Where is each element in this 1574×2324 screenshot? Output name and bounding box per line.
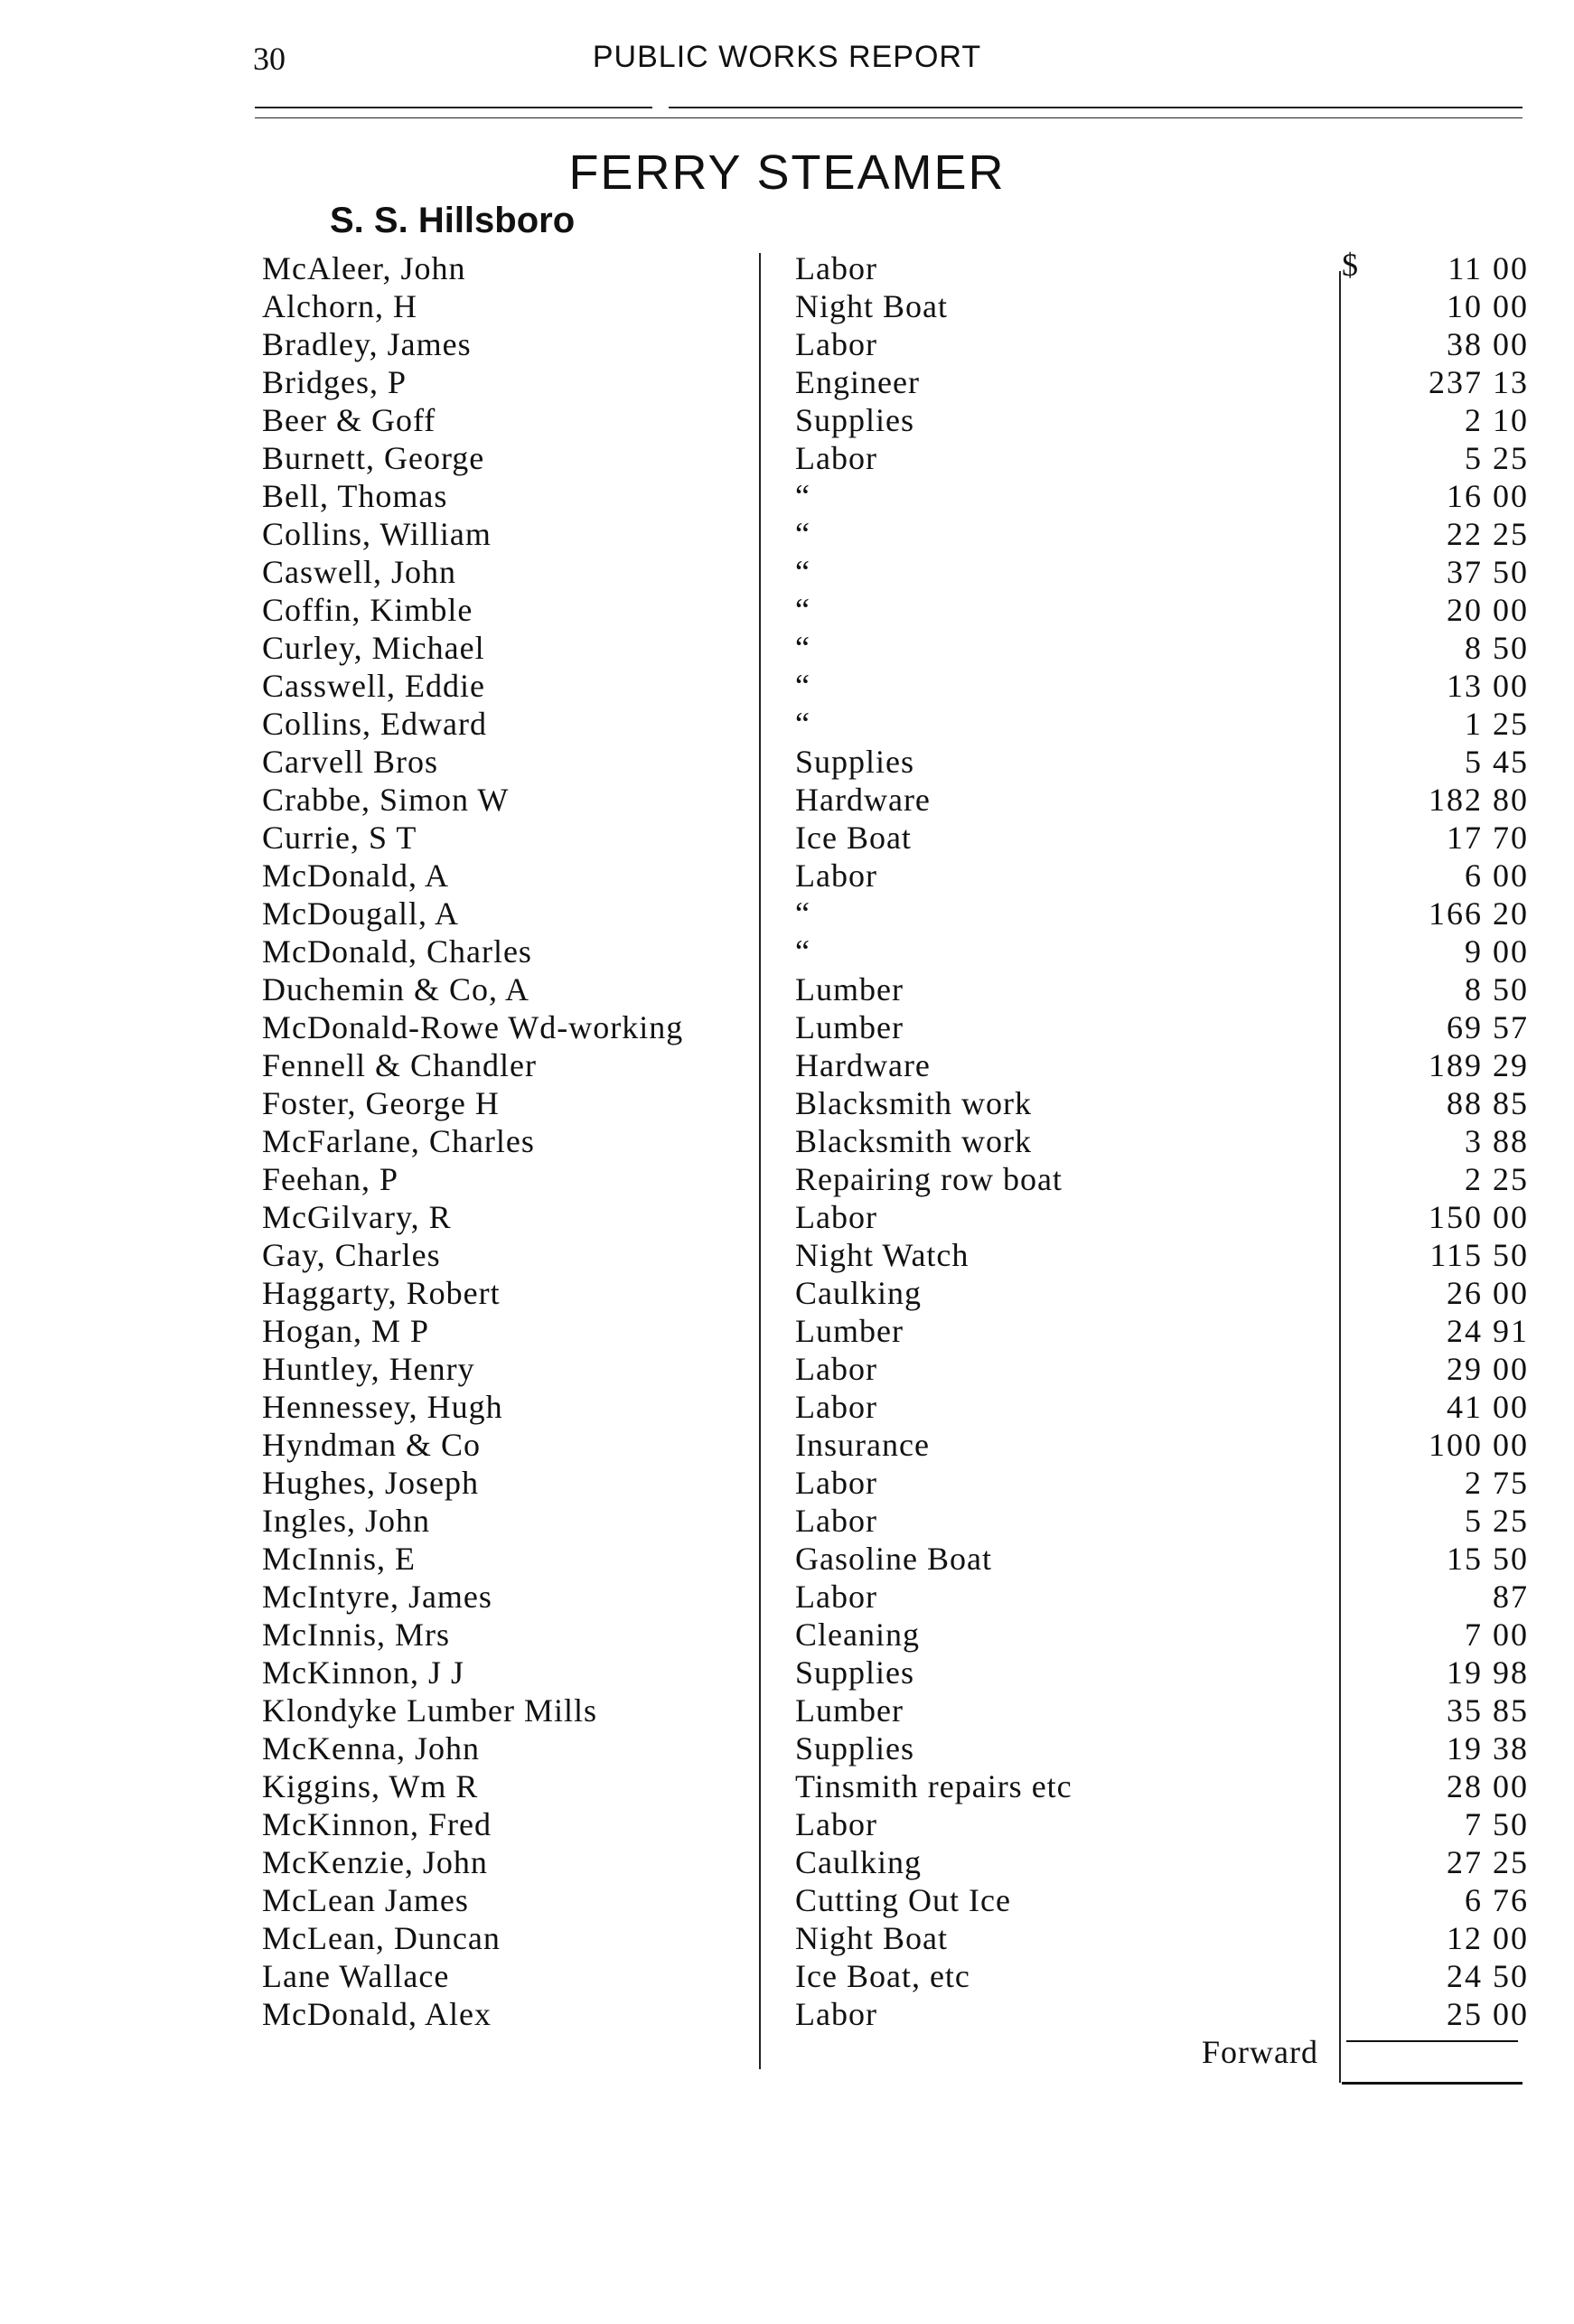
table-row xyxy=(0,932,1574,970)
table-row xyxy=(0,477,1574,515)
amount: 237 13 xyxy=(1429,364,1529,400)
table-row xyxy=(0,819,1574,857)
payee-name: McKinnon, J J xyxy=(262,1654,465,1691)
description: Blacksmith work xyxy=(795,1085,1032,1121)
table-row xyxy=(0,1502,1574,1540)
payee-name: McKenzie, John xyxy=(262,1844,488,1880)
amount: 5 25 xyxy=(1465,1503,1529,1539)
amount: 28 00 xyxy=(1447,1768,1529,1804)
description: Labor xyxy=(795,1465,877,1501)
payee-name: Klondyke Lumber Mills xyxy=(262,1692,597,1729)
table-row xyxy=(0,1729,1574,1767)
amount: 2 10 xyxy=(1465,402,1529,438)
payee-name: McKenna, John xyxy=(262,1730,480,1766)
payee-name: Lane Wallace xyxy=(262,1958,450,1994)
description: Labor xyxy=(795,440,877,476)
payee-name: McDonald, A xyxy=(262,857,449,894)
description: Insurance xyxy=(795,1427,930,1463)
table-row xyxy=(0,1881,1574,1919)
payee-name: Curley, Michael xyxy=(262,630,485,666)
amount: 20 00 xyxy=(1447,592,1529,628)
description: Labor xyxy=(795,250,877,286)
payee-name: Bradley, James xyxy=(262,326,472,362)
amount: 166 20 xyxy=(1429,895,1529,932)
amount: 115 50 xyxy=(1429,1237,1529,1273)
amount: 2 75 xyxy=(1465,1465,1529,1501)
table-row xyxy=(0,553,1574,591)
description: Cutting Out Ice xyxy=(795,1882,1011,1918)
payee-name: Crabbe, Simon W xyxy=(262,782,510,818)
header-rule-left xyxy=(255,107,652,108)
table-row xyxy=(0,1616,1574,1654)
payee-name: McFarlane, Charles xyxy=(262,1123,535,1159)
description: “ xyxy=(795,516,810,552)
table-row xyxy=(0,1046,1574,1084)
description: Hardware xyxy=(795,782,931,818)
table-row xyxy=(0,1691,1574,1729)
amount: 6 76 xyxy=(1465,1882,1529,1918)
description: Supplies xyxy=(795,744,915,780)
description: Repairing row boat xyxy=(795,1161,1063,1197)
payee-name: Foster, George H xyxy=(262,1085,500,1121)
amount: 19 98 xyxy=(1447,1654,1529,1691)
amount: 5 45 xyxy=(1465,744,1529,780)
description: Tinsmith repairs etc xyxy=(795,1768,1073,1804)
description: “ xyxy=(795,592,810,628)
amount: 150 00 xyxy=(1429,1199,1529,1235)
description: Hardware xyxy=(795,1047,931,1083)
description: Lumber xyxy=(795,1313,904,1349)
table-row xyxy=(0,667,1574,705)
payee-name: Gay, Charles xyxy=(262,1237,441,1273)
amount: 24 91 xyxy=(1447,1313,1529,1349)
description: “ xyxy=(795,630,810,666)
table-row xyxy=(0,970,1574,1008)
table-row xyxy=(0,1919,1574,1957)
payee-name: Currie, S T xyxy=(262,820,417,856)
payee-name: Feehan, P xyxy=(262,1161,398,1197)
description: Night Boat xyxy=(795,288,948,324)
payee-name: Hennessey, Hugh xyxy=(262,1389,503,1425)
payee-name: Kiggins, Wm R xyxy=(262,1768,479,1804)
description: Supplies xyxy=(795,1654,915,1691)
payee-name: Coffin, Kimble xyxy=(262,592,473,628)
description: Caulking xyxy=(795,1844,922,1880)
payee-name: Casswell, Eddie xyxy=(262,668,485,704)
forward-rule-bottom xyxy=(1342,2082,1522,2085)
amount: 2 25 xyxy=(1465,1161,1529,1197)
description: Labor xyxy=(795,1579,877,1615)
amount: 69 57 xyxy=(1447,1009,1529,1045)
payee-name: Hughes, Joseph xyxy=(262,1465,479,1501)
description: Gasoline Boat xyxy=(795,1541,992,1577)
page-title: FERRY STEAMER xyxy=(568,145,1006,200)
amount: 87 xyxy=(1493,1579,1529,1615)
amount: 22 25 xyxy=(1447,516,1529,552)
table-row xyxy=(0,857,1574,895)
table-row xyxy=(0,1350,1574,1388)
payee-name: Collins, Edward xyxy=(262,706,487,742)
payee-name: Haggarty, Robert xyxy=(262,1275,501,1311)
running-title: PUBLIC WORKS REPORT xyxy=(592,40,982,74)
table-row xyxy=(0,705,1574,743)
description: “ xyxy=(795,895,810,932)
description: Labor xyxy=(795,326,877,362)
amount: 7 50 xyxy=(1465,1806,1529,1842)
description: “ xyxy=(795,668,810,704)
amount: 1 25 xyxy=(1465,706,1529,742)
amount: 5 25 xyxy=(1465,440,1529,476)
table-row xyxy=(0,895,1574,932)
description: Labor xyxy=(795,1996,877,2032)
table-row xyxy=(0,1805,1574,1843)
amount: 6 00 xyxy=(1465,857,1529,894)
amount: 38 00 xyxy=(1447,326,1529,362)
description: Night Boat xyxy=(795,1920,948,1956)
payee-name: McDougall, A xyxy=(262,895,459,932)
amount: 17 70 xyxy=(1447,820,1529,856)
table-row xyxy=(0,325,1574,363)
description: Lumber xyxy=(795,1692,904,1729)
description: Labor xyxy=(795,1351,877,1387)
description: Labor xyxy=(795,857,877,894)
description: Labor xyxy=(795,1806,877,1842)
payee-name: McIntyre, James xyxy=(262,1579,492,1615)
ledger-table xyxy=(0,249,1574,2033)
table-row xyxy=(0,287,1574,325)
payee-name: McInnis, E xyxy=(262,1541,416,1577)
payee-name: McLean James xyxy=(262,1882,469,1918)
payee-name: Hyndman & Co xyxy=(262,1427,481,1463)
table-row xyxy=(0,1540,1574,1578)
amount: 189 29 xyxy=(1429,1047,1529,1083)
table-row xyxy=(0,1122,1574,1160)
payee-name: McDonald-Rowe Wd-working xyxy=(262,1009,684,1045)
page-number: 30 xyxy=(253,41,286,77)
description: “ xyxy=(795,706,810,742)
amount: 16 00 xyxy=(1447,478,1529,514)
payee-name: McDonald, Charles xyxy=(262,933,532,970)
amount: 12 00 xyxy=(1447,1920,1529,1956)
table-row xyxy=(0,1274,1574,1312)
amount: 26 00 xyxy=(1447,1275,1529,1311)
table-row xyxy=(0,1236,1574,1274)
table-row xyxy=(0,1654,1574,1691)
payee-name: Bell, Thomas xyxy=(262,478,448,514)
header-rule-lower xyxy=(255,117,1522,118)
amount: 182 80 xyxy=(1429,782,1529,818)
description: Lumber xyxy=(795,971,904,1007)
description: Engineer xyxy=(795,364,920,400)
description: Lumber xyxy=(795,1009,904,1045)
table-row xyxy=(0,1084,1574,1122)
table-row xyxy=(0,401,1574,439)
amount: 3 88 xyxy=(1465,1123,1529,1159)
table-row xyxy=(0,1426,1574,1464)
amount: 9 00 xyxy=(1465,933,1529,970)
description: Labor xyxy=(795,1503,877,1539)
description: Blacksmith work xyxy=(795,1123,1032,1159)
table-row xyxy=(0,515,1574,553)
amount: 37 50 xyxy=(1447,554,1529,590)
table-row xyxy=(0,249,1574,287)
table-row xyxy=(0,743,1574,781)
header-rule-right xyxy=(669,107,1522,108)
table-row xyxy=(0,1464,1574,1502)
payee-name: Ingles, John xyxy=(262,1503,430,1539)
table-row xyxy=(0,1008,1574,1046)
amount: 19 38 xyxy=(1447,1730,1529,1766)
payee-name: McInnis, Mrs xyxy=(262,1616,450,1653)
table-row xyxy=(0,781,1574,819)
amount: 41 00 xyxy=(1447,1389,1529,1425)
amount: 100 00 xyxy=(1429,1427,1529,1463)
table-row xyxy=(0,1312,1574,1350)
table-row xyxy=(0,1578,1574,1616)
forward-label: Forward xyxy=(1202,2034,1318,2070)
table-row xyxy=(0,1957,1574,1995)
payee-name: Duchemin & Co, A xyxy=(262,971,529,1007)
payee-name: Burnett, George xyxy=(262,440,485,476)
amount: 27 25 xyxy=(1447,1844,1529,1880)
description: Labor xyxy=(795,1199,877,1235)
payee-name: Carvell Bros xyxy=(262,744,438,780)
description: “ xyxy=(795,478,810,514)
table-row xyxy=(0,1160,1574,1198)
table-row xyxy=(0,363,1574,401)
forward-rule-top xyxy=(1346,2040,1518,2042)
description: Ice Boat xyxy=(795,820,912,856)
description: “ xyxy=(795,554,810,590)
table-row xyxy=(0,1198,1574,1236)
description: Caulking xyxy=(795,1275,922,1311)
payee-name: McLean, Duncan xyxy=(262,1920,501,1956)
payee-name: McKinnon, Fred xyxy=(262,1806,492,1842)
table-row xyxy=(0,591,1574,629)
table-row xyxy=(0,1388,1574,1426)
amount: 24 50 xyxy=(1447,1958,1529,1994)
payee-name: McDonald, Alex xyxy=(262,1996,492,2032)
currency-symbol: $ xyxy=(1342,247,1358,283)
payee-name: Fennell & Chandler xyxy=(262,1047,537,1083)
payee-name: McAleer, John xyxy=(262,250,466,286)
amount: 10 00 xyxy=(1447,288,1529,324)
amount: 29 00 xyxy=(1447,1351,1529,1387)
payee-name: Caswell, John xyxy=(262,554,456,590)
table-row xyxy=(0,629,1574,667)
payee-name: Collins, William xyxy=(262,516,492,552)
amount: 88 85 xyxy=(1447,1085,1529,1121)
amount: 7 00 xyxy=(1465,1616,1529,1653)
table-row xyxy=(0,1767,1574,1805)
description: Cleaning xyxy=(795,1616,920,1653)
payee-name: Alchorn, H xyxy=(262,288,417,324)
payee-name: Huntley, Henry xyxy=(262,1351,475,1387)
description: Supplies xyxy=(795,1730,915,1766)
amount: 11 00 xyxy=(1448,250,1529,286)
amount: 15 50 xyxy=(1447,1541,1529,1577)
amount: 8 50 xyxy=(1465,630,1529,666)
amount: 35 85 xyxy=(1447,1692,1529,1729)
payee-name: Bridges, P xyxy=(262,364,408,400)
description: Supplies xyxy=(795,402,915,438)
payee-name: McGilvary, R xyxy=(262,1199,452,1235)
description: Labor xyxy=(795,1389,877,1425)
payee-name: Beer & Goff xyxy=(262,402,436,438)
amount: 13 00 xyxy=(1447,668,1529,704)
description: Night Watch xyxy=(795,1237,970,1273)
section-heading: S. S. Hillsboro xyxy=(330,201,576,240)
amount: 25 00 xyxy=(1447,1996,1529,2032)
table-row xyxy=(0,439,1574,477)
description: “ xyxy=(795,933,810,970)
payee-name: Hogan, M P xyxy=(262,1313,430,1349)
amount: 8 50 xyxy=(1465,971,1529,1007)
table-row xyxy=(0,1995,1574,2033)
description: Ice Boat, etc xyxy=(795,1958,970,1994)
table-row xyxy=(0,1843,1574,1881)
